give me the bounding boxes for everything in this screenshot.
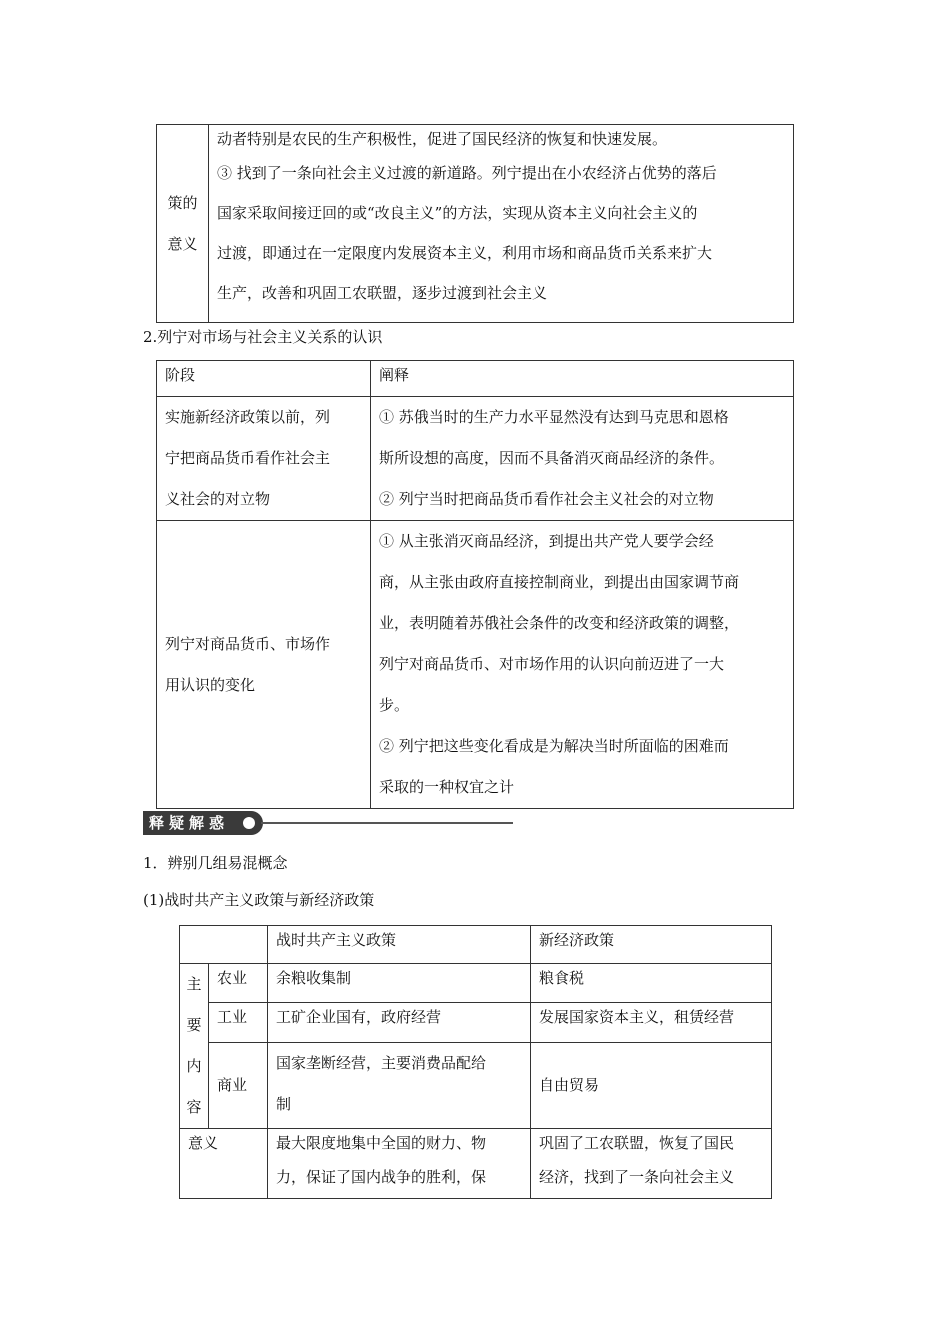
text-line: 巩固了工农联盟，恢复了国民	[539, 1134, 735, 1152]
war-industry: 工矿企业国有，政府经营	[268, 1003, 531, 1042]
section-title: 2.列宁对市场与社会主义关系的认识	[143, 328, 383, 346]
vertical-char: 主	[186, 975, 202, 993]
header-war-communism: 战时共产主义政策	[268, 926, 531, 964]
text-line: 义社会的对立物	[165, 490, 271, 508]
text-line: 实施新经济政策以前，列	[165, 408, 331, 426]
stage-cell	[157, 397, 371, 521]
text-line: 最大限度地集中全国的财力、物	[276, 1134, 487, 1152]
war-meaning	[268, 1129, 531, 1199]
main-content-label	[180, 964, 209, 1129]
policy-significance-table	[156, 124, 794, 323]
text-line: 商，从主张由政府直接控制商业，到提出由国家调节商	[379, 573, 740, 591]
text-line: 用认识的变化	[165, 675, 256, 694]
row-label-commerce: 商业	[209, 1042, 268, 1128]
lenin-market-table	[156, 360, 794, 809]
row-label-industry: 工业	[209, 1003, 268, 1042]
text-line: 动者特别是农民的生产积极性，促进了国民经济的恢复和快速发展。	[217, 130, 668, 148]
text-line: 制	[276, 1094, 292, 1113]
nep-meaning	[531, 1129, 772, 1199]
text-line: 列宁对商品货币、市场作	[165, 634, 331, 653]
text-line: 过渡，即通过在一定限度内发展资本主义，利用市场和商品货币关系来扩大	[217, 244, 713, 262]
text-line: ② 列宁把这些变化看成是为解决当时所面临的困难而	[379, 737, 729, 755]
header-empty	[180, 926, 268, 964]
stage-cell	[157, 521, 371, 809]
text-line: 业，表明随着苏俄社会条件的改变和经济政策的调整，	[379, 614, 740, 632]
text-line: ① 苏俄当时的生产力水平显然没有达到马克思和恩格	[379, 408, 729, 426]
subsection-title: (1)战时共产主义政策与新经济政策	[143, 891, 375, 909]
text-line: 国家采取间接迂回的或“改良主义”的方法，实现从资本主义向社会主义的	[217, 204, 698, 222]
vertical-char: 要	[186, 1016, 202, 1034]
significance-text	[209, 125, 794, 323]
policy-comparison-table	[179, 925, 772, 1199]
text-line: 斯所设想的高度，因而不具备消灭商品经济的条件。	[379, 449, 725, 467]
nep-industry: 发展国家资本主义，租赁经营	[531, 1003, 772, 1042]
row-label-agriculture: 农业	[209, 964, 268, 1003]
banner-title: 释疑解惑	[149, 814, 230, 832]
text-line: 生产，改善和巩固工农联盟，逐步过渡到社会主义	[217, 284, 548, 302]
text-line: 步。	[379, 696, 410, 714]
text-line: ① 从主张消灭商品经济，到提出共产党人要学会经	[379, 532, 714, 550]
header-explanation: 阐释	[371, 361, 794, 397]
text-line: 列宁对商品货币、对市场作用的认识向前迈进了一大	[379, 655, 725, 673]
vertical-char: 内	[186, 1057, 202, 1075]
text-line: ② 列宁当时把商品货币看作社会主义社会的对立物	[379, 490, 714, 508]
text-line: 经济，找到了一条向社会主义	[539, 1168, 735, 1186]
text-line: 宁把商品货币看作社会主	[165, 449, 331, 467]
text-line: ③ 找到了一条向社会主义过渡的新道路。列宁提出在小农经济占优势的落后	[217, 164, 717, 182]
row-label-significance	[157, 125, 209, 323]
nep-agriculture: 粮食税	[531, 964, 772, 1003]
war-agriculture: 余粮收集制	[268, 964, 531, 1003]
row-label-meaning: 意义	[180, 1129, 268, 1199]
banner-divider	[261, 822, 513, 824]
text-line: 采取的一种权宜之计	[379, 778, 515, 796]
section-title: 1．辨别几组易混概念	[143, 854, 288, 872]
label-line: 意义	[167, 234, 198, 253]
banner-box	[143, 811, 263, 835]
label-line: 策的	[167, 193, 198, 212]
header-stage: 阶段	[157, 361, 371, 397]
nep-commerce: 自由贸易	[531, 1042, 772, 1128]
vertical-char: 容	[186, 1098, 202, 1116]
circle-icon	[243, 817, 255, 829]
war-commerce	[268, 1042, 531, 1128]
text-line: 力，保证了国内战争的胜利，保	[276, 1168, 487, 1186]
header-nep: 新经济政策	[531, 926, 772, 964]
explanation-cell	[371, 521, 794, 809]
explanation-cell	[371, 397, 794, 521]
text-line: 国家垄断经营，主要消费品配给	[276, 1053, 487, 1072]
section-banner	[143, 811, 513, 837]
